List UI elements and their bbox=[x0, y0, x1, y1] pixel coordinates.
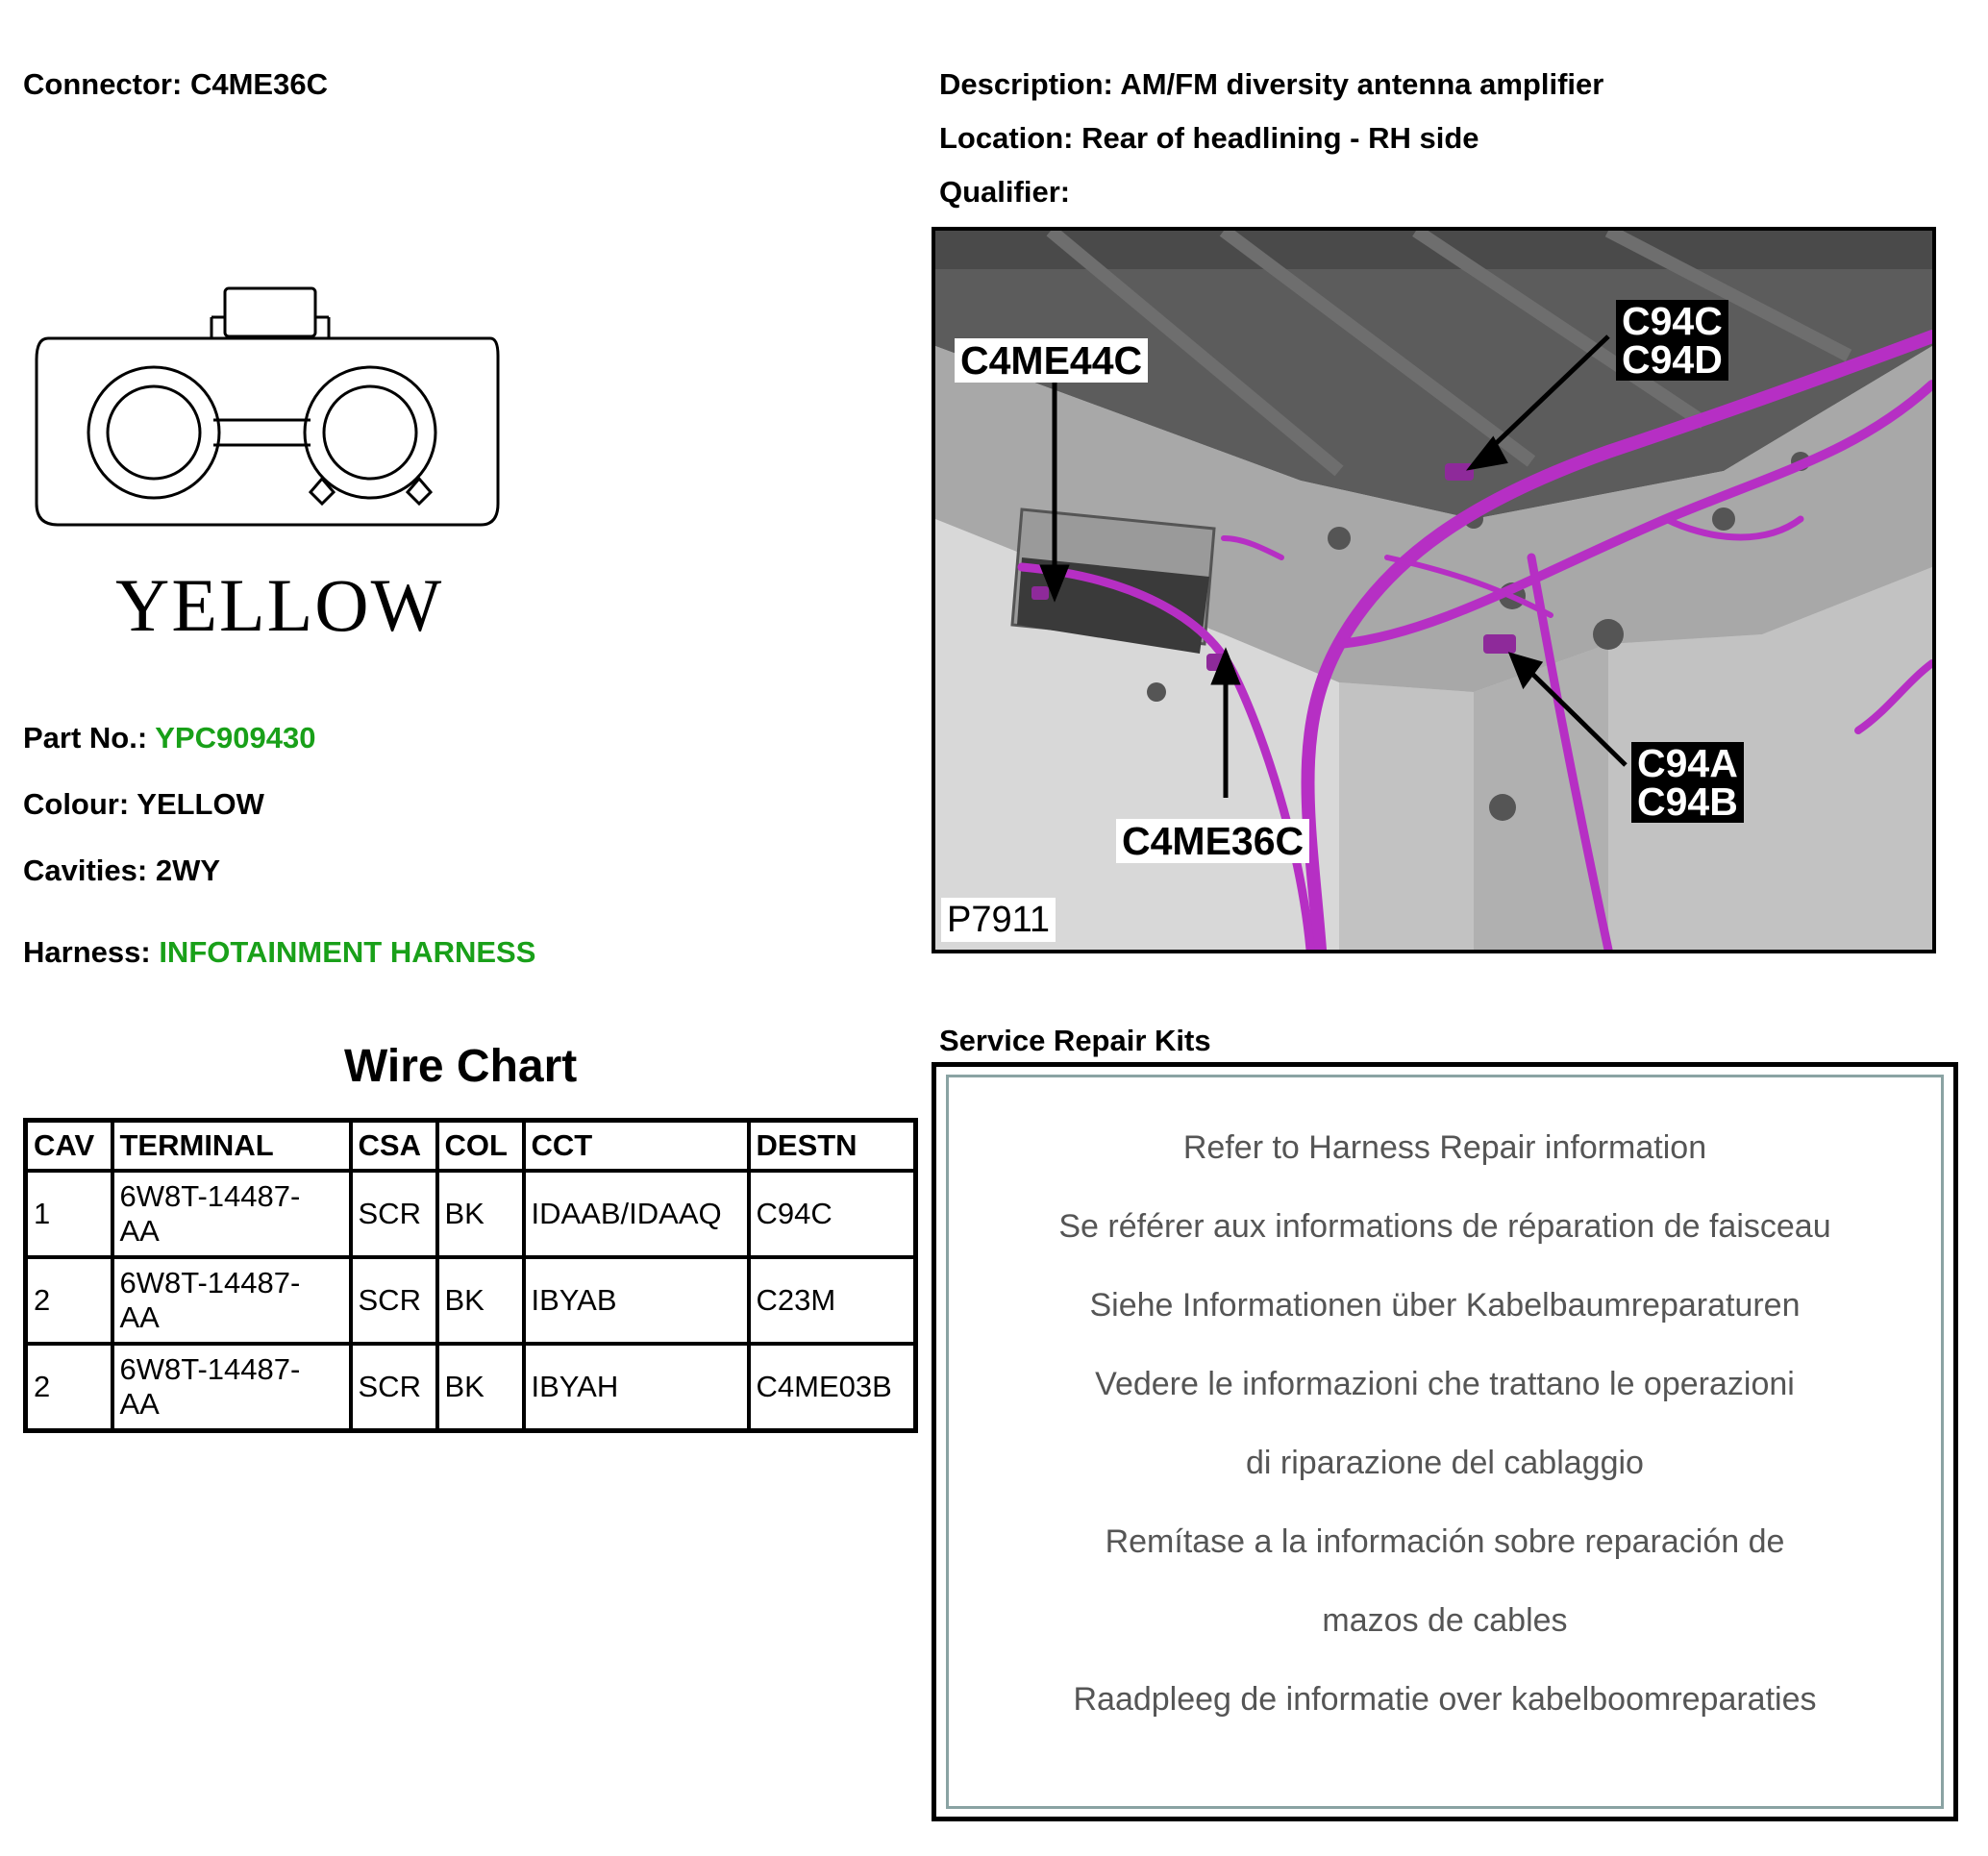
part-no-field bbox=[23, 721, 315, 755]
service-kits-title: Service Repair Kits bbox=[939, 1024, 1211, 1057]
kit-line: Refer to Harness Repair information bbox=[1182, 1129, 1707, 1166]
cell-destn: C94C bbox=[749, 1171, 916, 1257]
terminal-line-1: 6W8T-14487- bbox=[119, 1179, 301, 1213]
cell-csa: SCR bbox=[351, 1171, 437, 1257]
connector-colour-caption: YELLOW bbox=[115, 563, 444, 647]
cell-csa: SCR bbox=[351, 1344, 437, 1431]
kit-line: Remítase a la información sobre reparación de bbox=[1105, 1523, 1785, 1560]
colour-value: YELLOW bbox=[137, 787, 264, 821]
connector-label: Connector: bbox=[23, 67, 183, 101]
terminal-line-2: AA bbox=[119, 1387, 160, 1421]
kit-line: Siehe Informationen über Kabelbaumreparaturen bbox=[1089, 1287, 1801, 1324]
kit-line: di riparazione del cablaggio bbox=[1246, 1445, 1644, 1481]
cell-col: BK bbox=[437, 1344, 524, 1431]
colour-field bbox=[23, 787, 264, 822]
wire-chart-title: Wire Chart bbox=[344, 1041, 578, 1092]
callout-c94a-c94b bbox=[1631, 742, 1744, 823]
cell-terminal bbox=[112, 1344, 351, 1431]
description-field bbox=[939, 67, 1603, 102]
terminal-line-2: AA bbox=[119, 1300, 160, 1334]
connector-value: C4ME36C bbox=[189, 67, 328, 101]
cell-cct: IBYAB bbox=[524, 1257, 749, 1344]
kit-line: Raadpleeg de informatie over kabelboomreparaties bbox=[1073, 1681, 1817, 1718]
cell-cct: IDAAB/IDAAQ bbox=[524, 1171, 749, 1257]
cell-destn: C23M bbox=[749, 1257, 916, 1344]
terminal-line-1: 6W8T-14487- bbox=[119, 1266, 301, 1299]
cell-cav: 2 bbox=[26, 1257, 112, 1344]
qualifier-field bbox=[939, 175, 1070, 210]
cell-cav: 1 bbox=[26, 1171, 112, 1257]
callout-c94c: C94C bbox=[1622, 299, 1723, 343]
kit-line: Vedere le informazioni che trattano le operazioni bbox=[1095, 1366, 1795, 1402]
kit-line: mazos de cables bbox=[1322, 1602, 1568, 1639]
service-kits-box bbox=[932, 1062, 1958, 1821]
cell-cct: IBYAH bbox=[524, 1344, 749, 1431]
location-value: Rear of headlining - RH side bbox=[1081, 121, 1479, 155]
part-no-label: Part No.: bbox=[23, 721, 148, 755]
callout-c4me36c: C4ME36C bbox=[1116, 819, 1309, 863]
col-header-cct: CCT bbox=[524, 1121, 749, 1172]
terminal-line-1: 6W8T-14487- bbox=[119, 1352, 301, 1386]
location-field bbox=[939, 121, 1479, 156]
col-header-cav: CAV bbox=[26, 1121, 112, 1172]
qualifier-label: Qualifier: bbox=[939, 175, 1071, 209]
callout-c94b: C94B bbox=[1637, 780, 1738, 824]
cell-terminal bbox=[112, 1257, 351, 1344]
harness-label: Harness: bbox=[23, 935, 151, 969]
table-row bbox=[26, 1171, 916, 1257]
location-label: Location: bbox=[939, 121, 1074, 155]
table-row bbox=[26, 1344, 916, 1431]
pillar-inner bbox=[1474, 644, 1608, 950]
callout-c94a: C94A bbox=[1637, 741, 1738, 785]
kit-line: Se référer aux informations de réparation de faisceau bbox=[1058, 1208, 1831, 1245]
cell-csa: SCR bbox=[351, 1257, 437, 1344]
cell-col: BK bbox=[437, 1171, 524, 1257]
photo-reference: P7911 bbox=[941, 898, 1056, 942]
description-label: Description: bbox=[939, 67, 1113, 101]
cell-col: BK bbox=[437, 1257, 524, 1344]
harness-link[interactable]: INFOTAINMENT HARNESS bbox=[159, 935, 536, 969]
service-kits-inner bbox=[946, 1075, 1944, 1809]
colour-label: Colour: bbox=[23, 787, 130, 821]
harness-field bbox=[23, 935, 535, 970]
col-header-destn: DESTN bbox=[749, 1121, 916, 1172]
wire-chart-table bbox=[23, 1118, 918, 1433]
table-header-row bbox=[26, 1121, 916, 1172]
part-no-link[interactable]: YPC909430 bbox=[155, 721, 316, 755]
callout-c94c-c94d bbox=[1616, 300, 1728, 381]
connector-field bbox=[23, 67, 328, 102]
callout-c4me44c: C4ME44C bbox=[955, 338, 1148, 383]
cell-terminal bbox=[112, 1171, 351, 1257]
description-value: AM/FM diversity antenna amplifier bbox=[1120, 67, 1604, 101]
cell-cav: 2 bbox=[26, 1344, 112, 1431]
terminal-line-2: AA bbox=[119, 1214, 160, 1248]
table-row bbox=[26, 1257, 916, 1344]
cavities-value: 2WY bbox=[155, 854, 221, 887]
callout-c94d: C94D bbox=[1622, 337, 1723, 382]
col-header-terminal: TERMINAL bbox=[112, 1121, 351, 1172]
location-photo bbox=[932, 227, 1936, 953]
cell-destn: C4ME03B bbox=[749, 1344, 916, 1431]
cavities-label: Cavities: bbox=[23, 854, 148, 887]
col-header-csa: CSA bbox=[351, 1121, 437, 1172]
cavities-field bbox=[23, 854, 220, 888]
col-header-col: COL bbox=[437, 1121, 524, 1172]
connector-face-diagram bbox=[29, 279, 509, 538]
